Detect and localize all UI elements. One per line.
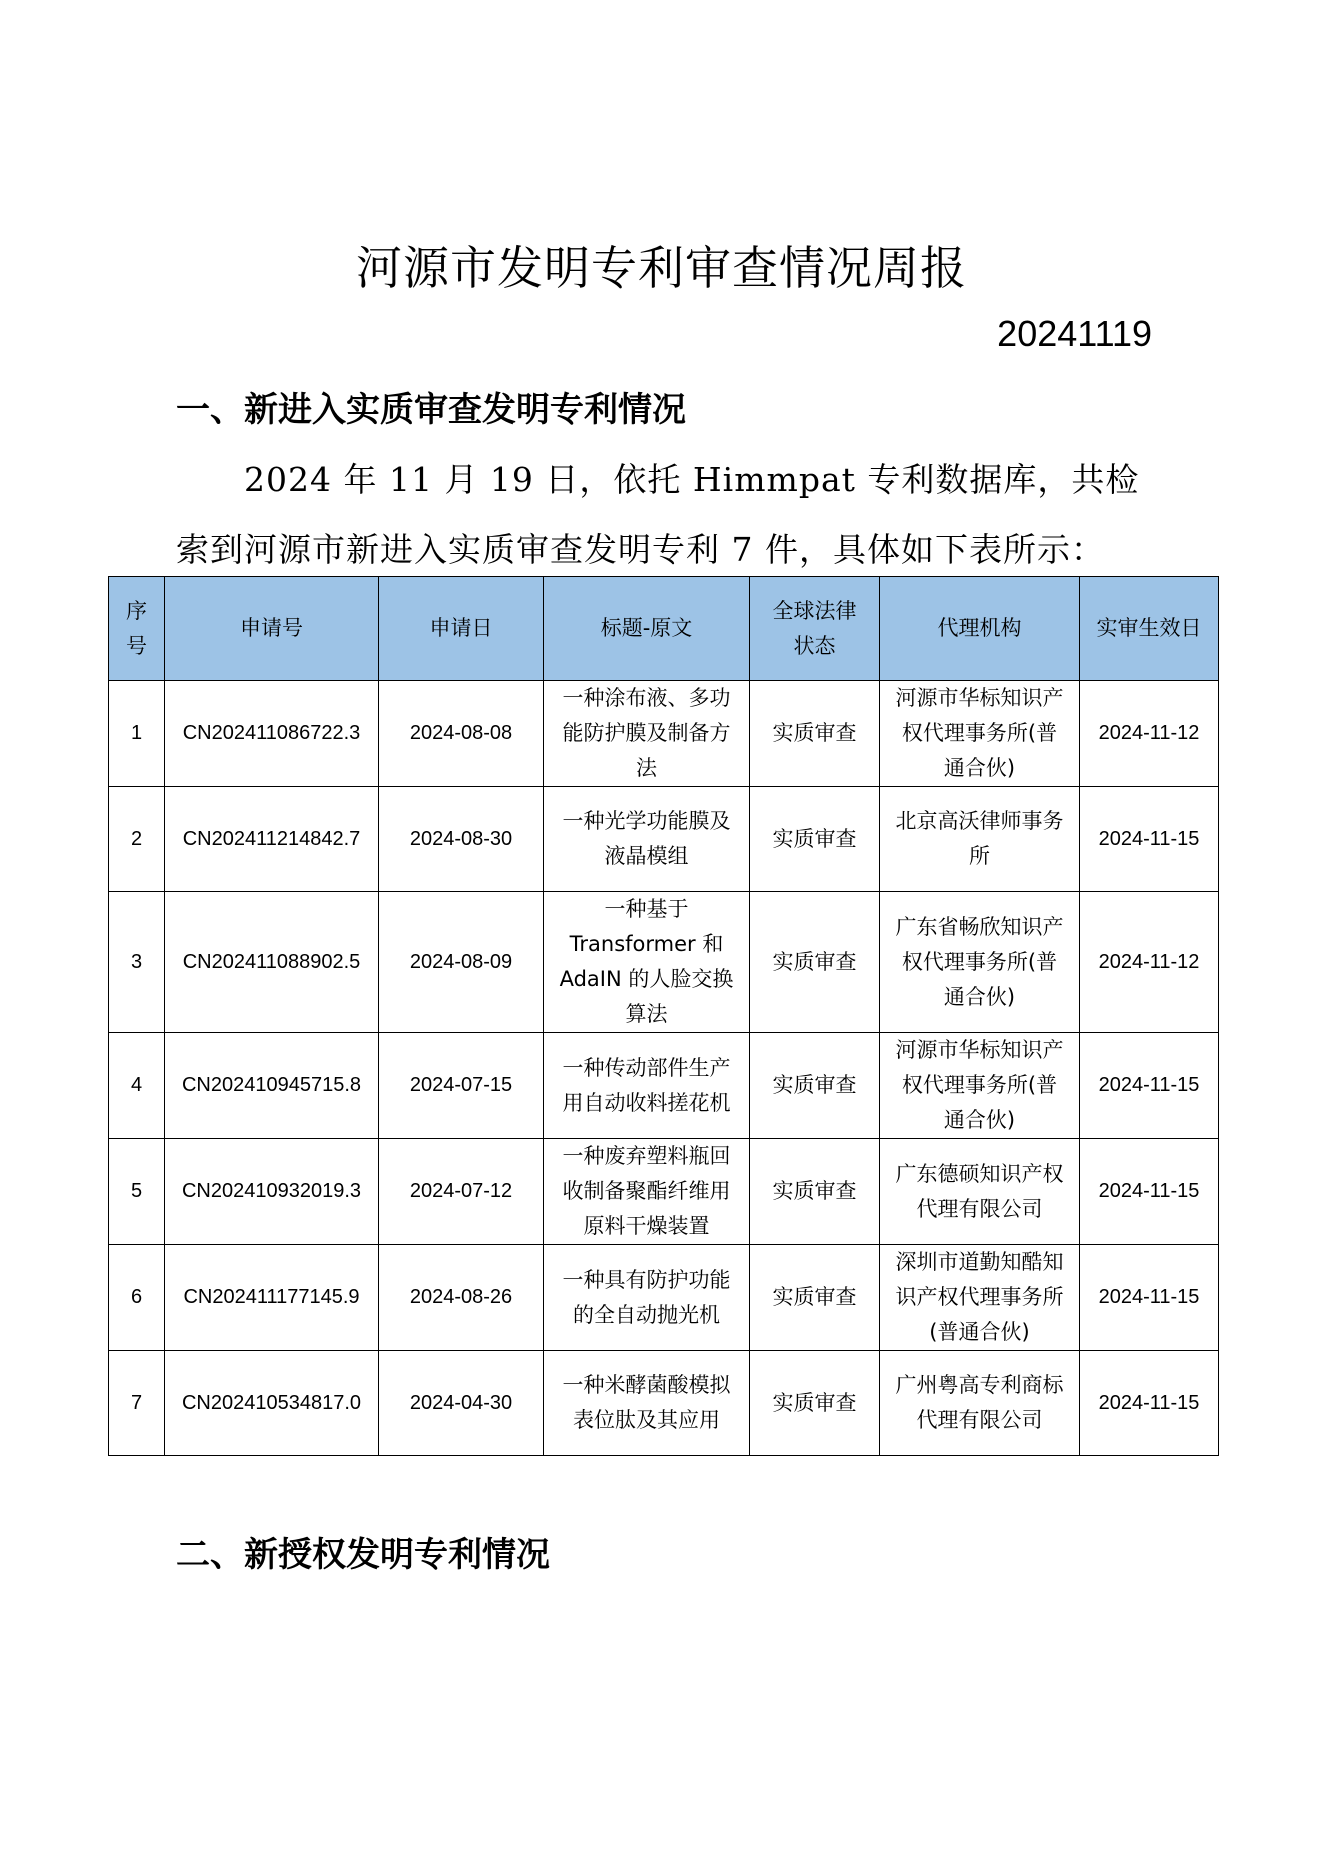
cell-app-no: CN202410945715.8 <box>165 1033 379 1139</box>
col-header-app-no: 申请号 <box>165 577 379 681</box>
table-row <box>109 1351 1219 1456</box>
cell-agency: 河源市华标知识产权代理事务所(普通合伙) <box>880 1033 1080 1139</box>
table-row <box>109 787 1219 892</box>
section-1-paragraph: 2024 年 11 月 19 日，依托 Himmpat 专利数据库，共检索到河源市新进入实质审查发明专利 7 件，具体如下表所示： <box>176 460 1140 569</box>
cell-agency: 广东德硕知识产权代理有限公司 <box>880 1139 1080 1245</box>
cell-app-date: 2024-07-15 <box>379 1033 544 1139</box>
table-row <box>109 892 1219 1033</box>
col-header-title: 标题-原文 <box>544 577 750 681</box>
patent-table <box>108 576 1219 1456</box>
table-row <box>109 1033 1219 1139</box>
cell-status: 实质审查 <box>750 1033 880 1139</box>
cell-agency: 北京高沃律师事务所 <box>880 787 1080 892</box>
cell-agency: 广州粤高专利商标代理有限公司 <box>880 1351 1080 1456</box>
table-row <box>109 681 1219 787</box>
col-header-agency: 代理机构 <box>880 577 1080 681</box>
cell-title: 一种基于 Transformer 和 AdaIN 的人脸交换算法 <box>544 892 750 1033</box>
cell-status: 实质审查 <box>750 1139 880 1245</box>
cell-title: 一种传动部件生产用自动收料搓花机 <box>544 1033 750 1139</box>
cell-effective: 2024-11-15 <box>1080 1351 1219 1456</box>
cell-seq: 4 <box>109 1033 165 1139</box>
cell-agency: 广东省畅欣知识产权代理事务所(普通合伙) <box>880 892 1080 1033</box>
table-header-row <box>109 577 1219 681</box>
table-row <box>109 1245 1219 1351</box>
cell-status: 实质审查 <box>750 1351 880 1456</box>
cell-app-no: CN202411088902.5 <box>165 892 379 1033</box>
cell-app-date: 2024-07-12 <box>379 1139 544 1245</box>
cell-seq: 2 <box>109 787 165 892</box>
col-header-effective: 实审生效日 <box>1080 577 1219 681</box>
cell-status: 实质审查 <box>750 1245 880 1351</box>
cell-seq: 5 <box>109 1139 165 1245</box>
section-1-heading: 一、新进入实质审查发明专利情况 <box>176 390 686 430</box>
page-title: 河源市发明专利审查情况周报 <box>356 241 967 295</box>
col-header-seq: 序号 <box>109 577 165 681</box>
cell-status: 实质审查 <box>750 892 880 1033</box>
col-header-status: 全球法律状态 <box>750 577 880 681</box>
cell-effective: 2024-11-12 <box>1080 681 1219 787</box>
col-header-app-date: 申请日 <box>379 577 544 681</box>
report-date: 20241119 <box>997 313 1152 354</box>
cell-app-date: 2024-08-09 <box>379 892 544 1033</box>
cell-app-date: 2024-08-30 <box>379 787 544 892</box>
cell-agency: 深圳市道勤知酷知识产权代理事务所(普通合伙) <box>880 1245 1080 1351</box>
cell-app-date: 2024-04-30 <box>379 1351 544 1456</box>
cell-seq: 1 <box>109 681 165 787</box>
cell-title: 一种具有防护功能的全自动抛光机 <box>544 1245 750 1351</box>
table-row <box>109 1139 1219 1245</box>
cell-app-date: 2024-08-08 <box>379 681 544 787</box>
cell-title: 一种涂布液、多功能防护膜及制备方法 <box>544 681 750 787</box>
cell-seq: 6 <box>109 1245 165 1351</box>
cell-effective: 2024-11-15 <box>1080 1139 1219 1245</box>
cell-app-no: CN202410534817.0 <box>165 1351 379 1456</box>
cell-seq: 7 <box>109 1351 165 1456</box>
cell-effective: 2024-11-15 <box>1080 787 1219 892</box>
cell-effective: 2024-11-15 <box>1080 1033 1219 1139</box>
cell-seq: 3 <box>109 892 165 1033</box>
cell-effective: 2024-11-12 <box>1080 892 1219 1033</box>
cell-title: 一种废弃塑料瓶回收制备聚酯纤维用原料干燥装置 <box>544 1139 750 1245</box>
cell-app-no: CN202411086722.3 <box>165 681 379 787</box>
cell-status: 实质审查 <box>750 681 880 787</box>
cell-app-no: CN202411177145.9 <box>165 1245 379 1351</box>
cell-app-no: CN202410932019.3 <box>165 1139 379 1245</box>
cell-title: 一种光学功能膜及液晶模组 <box>544 787 750 892</box>
cell-effective: 2024-11-15 <box>1080 1245 1219 1351</box>
cell-app-no: CN202411214842.7 <box>165 787 379 892</box>
cell-agency: 河源市华标知识产权代理事务所(普通合伙) <box>880 681 1080 787</box>
cell-app-date: 2024-08-26 <box>379 1245 544 1351</box>
section-2-heading: 二、新授权发明专利情况 <box>176 1535 550 1575</box>
cell-status: 实质审查 <box>750 787 880 892</box>
cell-title: 一种米酵菌酸模拟表位肽及其应用 <box>544 1351 750 1456</box>
